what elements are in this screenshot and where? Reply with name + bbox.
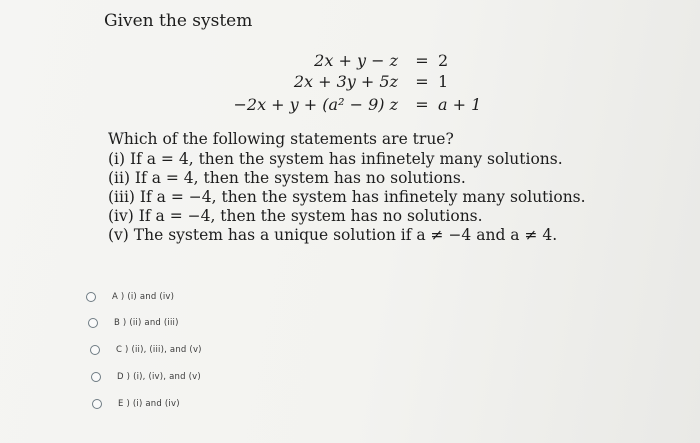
question-prompt: Which of the following statements are true? (108, 130, 454, 148)
answer-option-c[interactable] (90, 341, 202, 359)
equation-row-3 (0, 94, 700, 116)
equation-row-2 (0, 71, 700, 93)
statement-item: (v) The system has a unique solution if a ≠ −4 and a ≠ 4. (108, 226, 558, 244)
statement-item: (iv) If a = −4, then the system has no solutions. (108, 207, 483, 225)
radio-button[interactable] (86, 292, 96, 302)
equals-sign: = (415, 72, 429, 91)
answer-label: E ) (i) and (iv) (118, 399, 180, 409)
answer-label: C ) (ii), (iii), and (v) (116, 345, 202, 355)
radio-button[interactable] (90, 345, 100, 355)
answer-option-a[interactable] (86, 288, 174, 306)
statement-item: (ii) If a = 4, then the system has no solutions. (108, 169, 466, 187)
answer-option-d[interactable] (91, 368, 201, 386)
statement-item: (i) If a = 4, then the system has infinetely many solutions. (108, 150, 563, 168)
equation-rhs: 2 (438, 51, 449, 70)
equation-lhs: −2x + y + (a² − 9) z (233, 95, 398, 114)
answer-label: A ) (i) and (iv) (112, 292, 175, 302)
radio-button[interactable] (92, 399, 102, 409)
equation-lhs: 2x + y − z (314, 51, 398, 70)
radio-button[interactable] (88, 318, 98, 328)
equation-row-1 (0, 50, 700, 72)
answer-option-b[interactable] (88, 314, 179, 332)
equation-rhs: a + 1 (438, 95, 482, 114)
answer-label: B ) (ii) and (iii) (114, 318, 179, 328)
equation-rhs: 1 (438, 72, 449, 91)
equals-sign: = (415, 51, 429, 70)
equals-sign: = (415, 95, 429, 114)
statement-item: (iii) If a = −4, then the system has infinetely many solutions. (108, 188, 586, 206)
equation-lhs: 2x + 3y + 5z (293, 72, 398, 91)
radio-button[interactable] (91, 372, 101, 382)
answer-label: D ) (i), (iv), and (v) (117, 372, 201, 382)
question-title: Given the system (104, 11, 253, 31)
answer-option-e[interactable] (92, 395, 180, 413)
